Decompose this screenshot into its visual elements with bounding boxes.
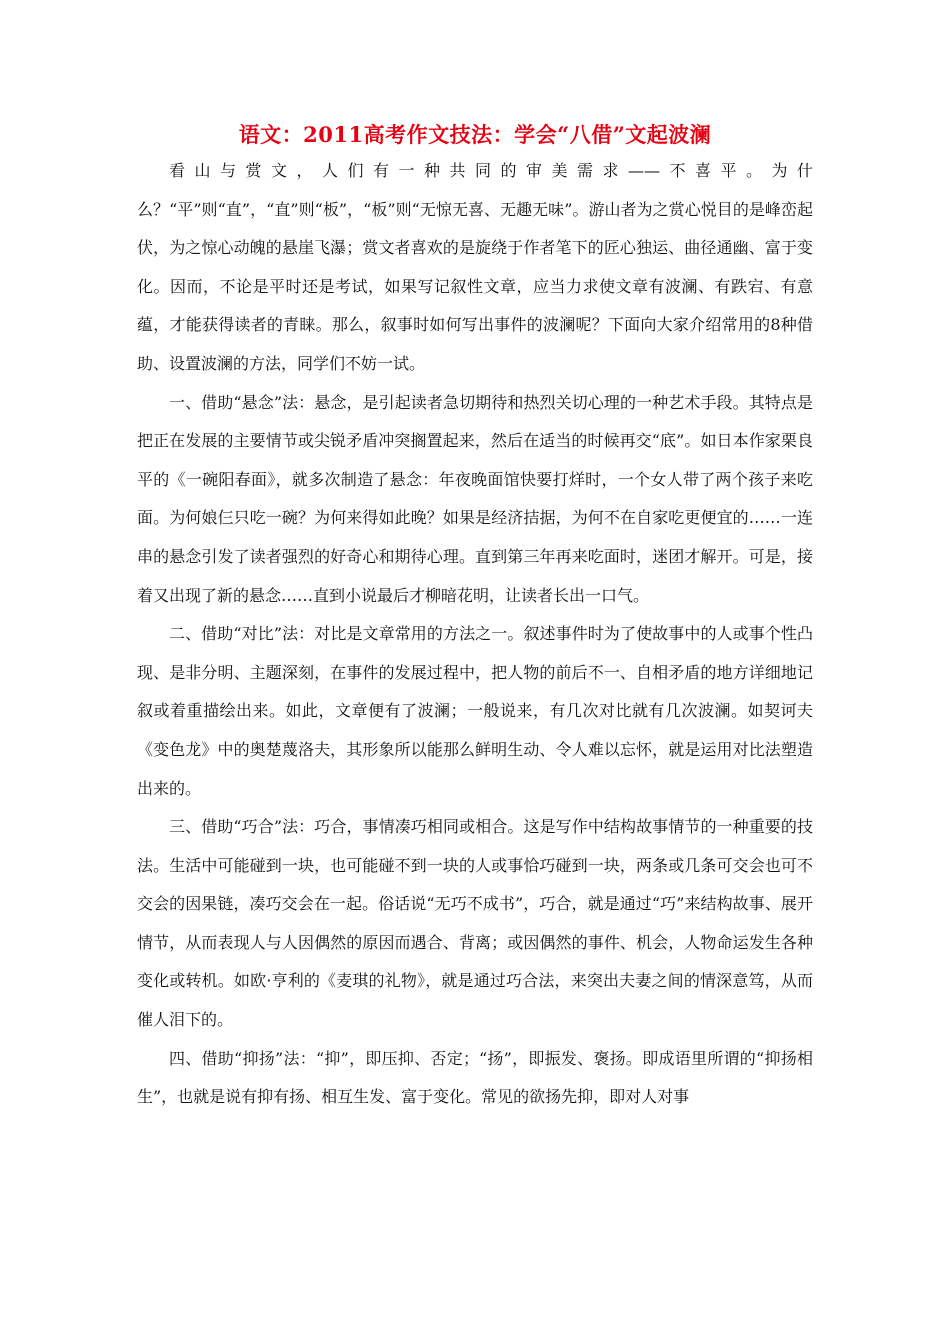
document-page (137, 118, 813, 1117)
paragraph-intro: 看山与赏文，人们有一种共同的审美需求——不喜平。为什么？“平”则“直”，“直”则“板”，“板”则“无惊无喜、无趣无味”。游山者为之赏心悦目的是峰峦起伏，为之惊心动魄的悬崖飞瀑；赏文者喜欢的是旋绕于作者笔下的匠心独运、曲径通幽、富于变化。因而，不论是平时还是考试，如果写记叙性文章，应当力求使文章有波澜、有跌宕、有意蕴，才能获得读者的青睐。那么，叙事时如何写出事件的波澜呢？下面向大家介绍常用的8种借助、设置波澜的方法，同学们不妨一试。 (137, 161, 813, 373)
paragraph-contrast: 二、借助“对比”法：对比是文章常用的方法之一。叙述事件时为了使故事中的人或事个性凸现、是非分明、主题深刻，在事件的发展过程中，把人物的前后不一、自相矛盾的地方详细地记叙或着重描绘出来。如此，文章便有了波澜；一般说来，有几次对比就有几次波澜。如契诃夫《变色龙》中的奥楚蔑洛夫，其形象所以能那么鲜明生动、令人难以忘怀，就是运用对比法塑造出来的。 (137, 624, 813, 798)
paragraph-coincidence: 三、借助“巧合”法：巧合，事情凑巧相同或相合。这是写作中结构故事情节的一种重要的技法。生活中可能碰到一块，也可能碰不到一块的人或事恰巧碰到一块，两条或几条可交会也可不交会的因果链，凑巧交会在一起。俗话说“无巧不成书”，巧合，就是通过“巧”来结构故事、展开情节，从而表现人与人因偶然的原因而遇合、背离；或因偶然的事件、机会，人物命运发生各种变化或转机。如欧·亨利的《麦琪的礼物》，就是通过巧合法，来突出夫妻之间的情深意笃，从而催人泪下的。 (137, 817, 813, 1030)
paragraph-restraint: 四、借助“抑扬”法：“抑”，即压抑、否定；“扬”，即振发、褒扬。即成语里所谓的“抑扬相生”，也就是说有抑有扬、相互生发、富于变化。常见的欲扬先抑，即对人对事 (137, 1048, 813, 1107)
document-title: 语文：2011高考作文技法：学会“八借”文起波澜 (238, 122, 712, 147)
paragraph-suspense: 一、借助“悬念”法：悬念，是引起读者急切期待和热烈关切心理的一种艺术手段。其特点是把正在发展的主要情节或尖锐矛盾冲突搁置起来，然后在适当的时候再交“底”。如日本作家栗良平的《一碗阳春面》，就多次制造了悬念：年夜晚面馆快要打烊时，一个女人带了两个孩子来吃面。为何娘仨只吃一碗？为何来得如此晚？如果是经济拮据，为何不在自家吃更便宜的……一连串的悬念引发了读者强烈的好奇心和期待心理。直到第三年再来吃面时，迷团才解开。可是，接着又出现了新的悬念……直到小说最后才柳暗花明，让读者长出一口气。 (137, 392, 813, 605)
